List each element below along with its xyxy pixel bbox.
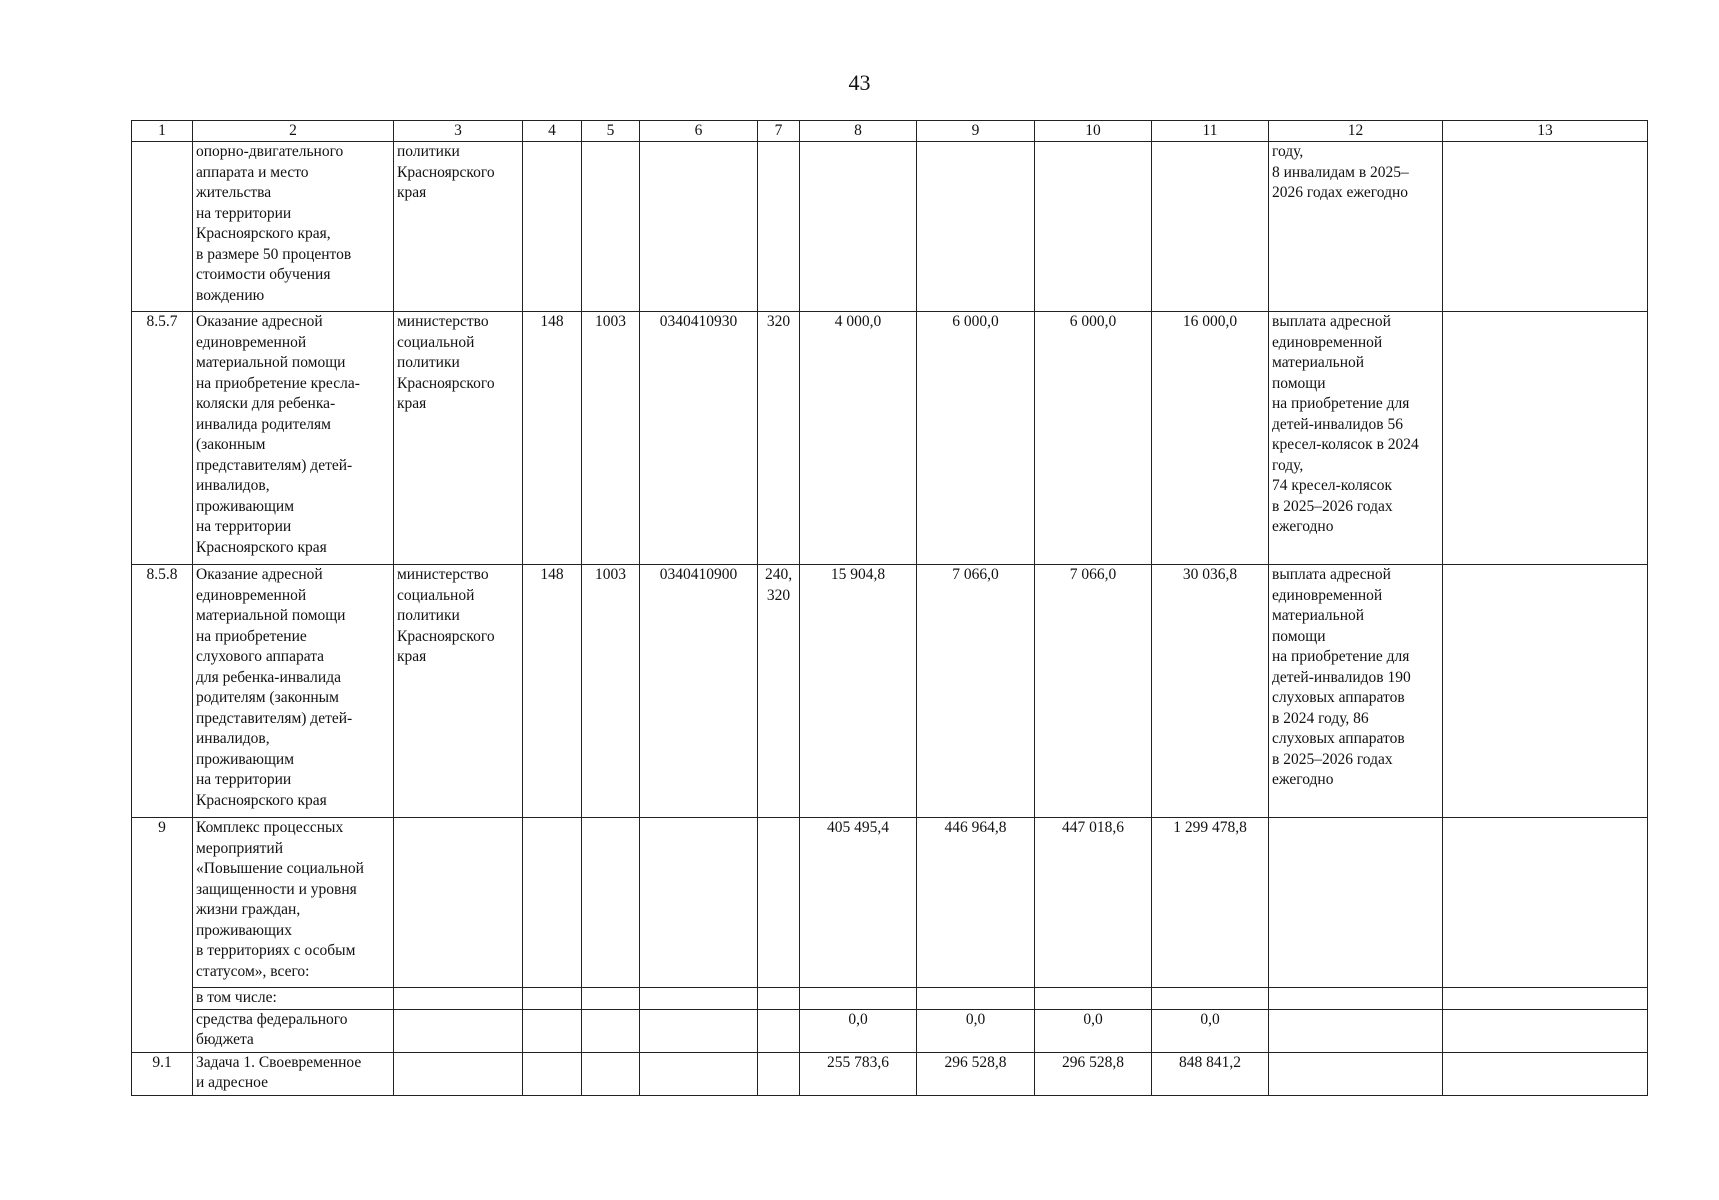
row-name: в том числе:: [193, 988, 394, 1010]
row-col-4: [523, 1052, 582, 1095]
row-amount-total: 848 841,2: [1152, 1052, 1269, 1095]
row-amount-2024: [800, 142, 917, 312]
row-result: выплата адресной единовременной материальной помощи на приобретение для детей-инвалидов 190 слуховых аппаратов в 2024 году, 86 слуховых аппаратов в 2025–2026 годах ежегодно: [1269, 565, 1443, 818]
row-amount-2026: 0,0: [1035, 1009, 1152, 1052]
row-amount-2025: [917, 988, 1035, 1010]
row-number: 9.1: [132, 1052, 193, 1095]
header-col-11: 11: [1152, 121, 1269, 142]
row-amount-2024: 255 783,6: [800, 1052, 917, 1095]
row-col-6: [640, 1009, 758, 1052]
row-col-7: [758, 1009, 800, 1052]
row-amount-2025: [917, 142, 1035, 312]
row-col-4: [523, 818, 582, 988]
header-col-12: 12: [1269, 121, 1443, 142]
row-amount-2025: 6 000,0: [917, 312, 1035, 565]
row-amount-total: [1152, 142, 1269, 312]
row-col-5: 1003: [582, 565, 640, 818]
header-col-1: 1: [132, 121, 193, 142]
row-amount-2024: 4 000,0: [800, 312, 917, 565]
row-col-4: 148: [523, 312, 582, 565]
row-amount-total: [1152, 988, 1269, 1010]
row-organization: министерство социальной политики Красноярского края: [394, 565, 523, 818]
row-col-13: [1443, 1009, 1648, 1052]
row-col-4: [523, 988, 582, 1010]
row-name: Оказание адресной единовременной материальной помощи на приобретение слухового аппарата для ребенка-инвалида родителям (законным представителям) детей- инвалидов, проживающим на территории Красноярского края: [193, 565, 394, 818]
row-result: [1269, 818, 1443, 988]
row-amount-total: 16 000,0: [1152, 312, 1269, 565]
header-col-6: 6: [640, 121, 758, 142]
row-col-6: [640, 142, 758, 312]
row-col-7: 320: [758, 312, 800, 565]
row-name: Комплекс процессных мероприятий «Повышение социальной защищенности и уровня жизни граждан, проживающих в территориях с особым статусом», всего:: [193, 818, 394, 988]
table-row: [132, 565, 1648, 818]
row-amount-2024: 405 495,4: [800, 818, 917, 988]
header-col-3: 3: [394, 121, 523, 142]
row-number: 9: [132, 818, 193, 1053]
row-amount-2024: [800, 988, 917, 1010]
table-row: [132, 1009, 1648, 1052]
row-col-13: [1443, 142, 1648, 312]
row-result: [1269, 1052, 1443, 1095]
row-col-7: [758, 988, 800, 1010]
row-amount-2026: 296 528,8: [1035, 1052, 1152, 1095]
table-row: [132, 312, 1648, 565]
row-result: [1269, 1009, 1443, 1052]
row-amount-2026: 447 018,6: [1035, 818, 1152, 988]
row-organization: [394, 818, 523, 988]
row-number: 8.5.8: [132, 565, 193, 818]
row-col-5: [582, 1009, 640, 1052]
row-col-5: [582, 1052, 640, 1095]
header-col-7: 7: [758, 121, 800, 142]
row-col-5: 1003: [582, 312, 640, 565]
row-amount-2025: 446 964,8: [917, 818, 1035, 988]
row-col-13: [1443, 988, 1648, 1010]
header-col-8: 8: [800, 121, 917, 142]
row-amount-total: 30 036,8: [1152, 565, 1269, 818]
row-col-6: 0340410930: [640, 312, 758, 565]
row-number: [132, 142, 193, 312]
row-name: Оказание адресной единовременной материальной помощи на приобретение кресла- коляски для ребенка- инвалида родителям (законным представителям) детей- инвалидов, проживающим на территории Красноярского края: [193, 312, 394, 565]
row-col-13: [1443, 1052, 1648, 1095]
row-amount-2025: 7 066,0: [917, 565, 1035, 818]
row-organization: [394, 1009, 523, 1052]
row-col-4: [523, 142, 582, 312]
row-amount-2026: [1035, 988, 1152, 1010]
header-col-10: 10: [1035, 121, 1152, 142]
header-col-4: 4: [523, 121, 582, 142]
row-col-7: [758, 818, 800, 988]
row-col-7: [758, 142, 800, 312]
row-amount-2026: 7 066,0: [1035, 565, 1152, 818]
row-name: Задача 1. Своевременное и адресное: [193, 1052, 394, 1095]
row-col-5: [582, 142, 640, 312]
row-name: средства федерального бюджета: [193, 1009, 394, 1052]
table-row: [132, 1052, 1648, 1095]
row-amount-2025: 0,0: [917, 1009, 1035, 1052]
row-amount-2026: [1035, 142, 1152, 312]
row-col-4: 148: [523, 565, 582, 818]
row-amount-total: 0,0: [1152, 1009, 1269, 1052]
header-row: [132, 121, 1648, 142]
row-col-7: 240, 320: [758, 565, 800, 818]
table-row: [132, 142, 1648, 312]
row-amount-2026: 6 000,0: [1035, 312, 1152, 565]
row-organization: политики Красноярского края: [394, 142, 523, 312]
row-col-7: [758, 1052, 800, 1095]
header-col-9: 9: [917, 121, 1035, 142]
row-amount-2024: 15 904,8: [800, 565, 917, 818]
row-amount-total: 1 299 478,8: [1152, 818, 1269, 988]
row-col-5: [582, 818, 640, 988]
row-col-6: [640, 1052, 758, 1095]
row-number: 8.5.7: [132, 312, 193, 565]
row-col-6: [640, 988, 758, 1010]
row-amount-2024: 0,0: [800, 1009, 917, 1052]
row-result: году, 8 инвалидам в 2025– 2026 годах ежегодно: [1269, 142, 1443, 312]
row-col-6: [640, 818, 758, 988]
row-result: выплата адресной единовременной материальной помощи на приобретение для детей-инвалидов 56 кресел-колясок в 2024 году, 74 кресел-колясок в 2025–2026 годах ежегодно: [1269, 312, 1443, 565]
table-row: [132, 988, 1648, 1010]
row-col-5: [582, 988, 640, 1010]
row-col-13: [1443, 312, 1648, 565]
row-organization: министерство социальной политики Красноярского края: [394, 312, 523, 565]
program-table: [131, 120, 1648, 1096]
row-result: [1269, 988, 1443, 1010]
header-col-2: 2: [193, 121, 394, 142]
row-col-13: [1443, 565, 1648, 818]
header-col-5: 5: [582, 121, 640, 142]
row-col-4: [523, 1009, 582, 1052]
header-col-13: 13: [1443, 121, 1648, 142]
row-amount-2025: 296 528,8: [917, 1052, 1035, 1095]
row-col-13: [1443, 818, 1648, 988]
page-number: 43: [848, 70, 871, 95]
row-organization: [394, 988, 523, 1010]
row-name: опорно-двигательного аппарата и место жительства на территории Красноярского края, в размере 50 процентов стоимости обучения вождению: [193, 142, 394, 312]
row-organization: [394, 1052, 523, 1095]
row-col-6: 0340410900: [640, 565, 758, 818]
table-row: [132, 818, 1648, 988]
